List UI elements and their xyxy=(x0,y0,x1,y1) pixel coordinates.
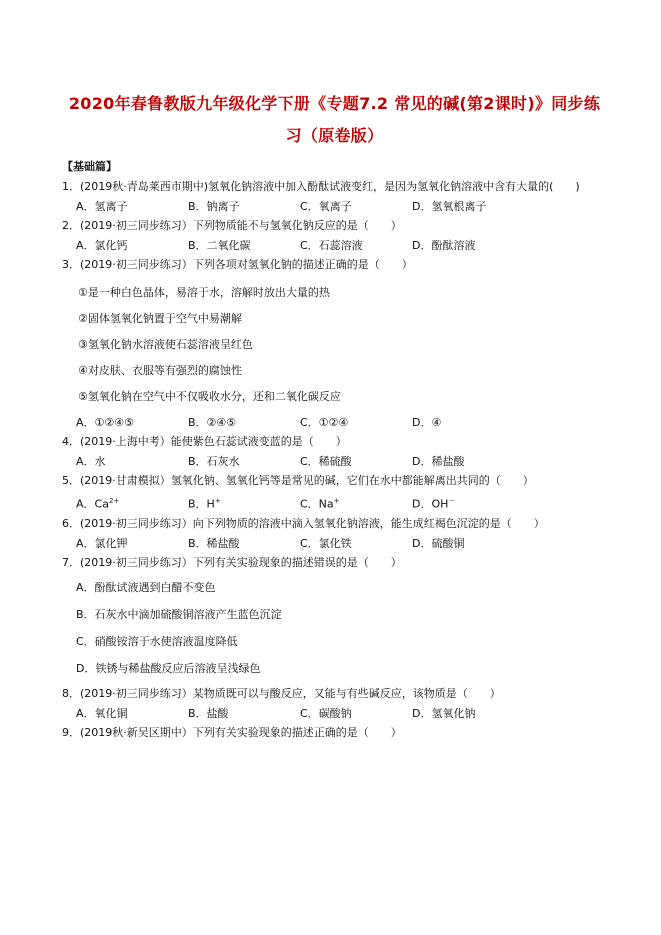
option-b xyxy=(188,494,300,512)
option-b: B．稀盐酸 xyxy=(188,536,240,550)
question-stem: 4．(2019·上海中考）能使紫色石蕊试液变蓝的是（ ） xyxy=(62,435,347,448)
question-3 xyxy=(62,258,607,430)
options-row xyxy=(76,455,607,469)
option-b: B．盐酸 xyxy=(188,706,229,720)
option-d: D．铁锈与稀盐酸反应后溶液呈浅绿色 xyxy=(76,661,261,675)
option-a: A．酚酞试液遇到白醋不变色 xyxy=(76,580,216,594)
option-c: C．稀硫酸 xyxy=(300,455,352,468)
statement-5: ⑤氢氧化钠在空气中不仅吸收水分，还和二氧化碳反应 xyxy=(78,390,341,403)
question-stem: 5．(2019·甘肃模拟）氢氧化钠、氢氧化钙等是常见的碱，它们在水中都能解离出共同的（ ） xyxy=(62,474,534,487)
option-b: B．石灰水中滴加硫酸铜溶液产生蓝色沉淀 xyxy=(76,607,282,621)
document-title: 2020年春鲁教版九年级化学下册《专题7.2 常见的碱(第2课时)》同步练习（原卷版） xyxy=(68,94,601,145)
option-d: D．④ xyxy=(412,416,442,429)
option-d xyxy=(412,494,524,512)
question-stem: 2．(2019·初三同步练习）下列物质能不与氢氧化钠反应的是（ ） xyxy=(62,219,402,232)
options-row xyxy=(76,239,607,253)
option-c: C．碳酸钠 xyxy=(300,706,352,720)
options-row xyxy=(76,416,607,430)
option-b: B．二氧化碳 xyxy=(188,239,251,252)
question-stem: 8．(2019·初三同步练习）某物质既可以与酸反应，又能与有些碱反应，该物质是（ ） xyxy=(62,686,501,700)
option-b: B．②④⑤ xyxy=(188,416,237,429)
option-d: D．氢氧化钠 xyxy=(412,706,476,720)
option-a xyxy=(76,494,188,512)
option-d: D．氢氧根离子 xyxy=(412,200,487,213)
question-9 xyxy=(62,726,607,740)
option-a: A．氢离子 xyxy=(76,200,128,213)
option-a: A．氧化铜 xyxy=(76,706,128,720)
statement-2: ②固体氢氧化钠置于空气中易潮解 xyxy=(78,312,242,325)
option-a: A．水 xyxy=(76,455,106,468)
ion-charge: + xyxy=(333,497,340,505)
option-text: D．OH xyxy=(412,497,449,511)
question-stem: 1．(2019秋·青岛莱西市期中)氢氧化钠溶液中加入酚酞试液变红，是因为氢氧化钠溶液中含有大量的( ) xyxy=(62,180,580,193)
option-text: C．Na xyxy=(300,497,334,511)
question-6 xyxy=(62,517,607,551)
option-c: C．石蕊溶液 xyxy=(300,239,363,252)
option-text: A．Ca xyxy=(76,497,109,511)
question-7 xyxy=(62,556,607,682)
question-stem: 7．(2019·初三同步练习）下列有关实验现象的描述错误的是（ ） xyxy=(62,555,402,569)
option-b: B．石灰水 xyxy=(188,455,240,468)
option-c: C．硝酸铵溶于水使溶液温度降低 xyxy=(76,634,238,648)
ion-charge: 2+ xyxy=(108,497,120,505)
option-d: D．酚酞溶液 xyxy=(412,239,476,252)
ion-charge: － xyxy=(448,497,456,505)
option-a: A．氯化钾 xyxy=(76,536,128,550)
option-c xyxy=(300,494,412,512)
options-row xyxy=(76,537,607,551)
question-8 xyxy=(62,687,607,721)
section-heading: 【基础篇】 xyxy=(62,160,117,173)
question-stem: 3．(2019·初三同步练习）下列各项对氢氧化钠的描述正确的是（ ） xyxy=(62,258,413,271)
option-a: A．氯化钙 xyxy=(76,239,128,252)
statement-1: ①是一种白色晶体，易溶于水，溶解时放出大量的热 xyxy=(78,286,330,299)
option-c: C．氧离子 xyxy=(300,200,352,213)
ion-charge: + xyxy=(214,497,221,505)
options-row xyxy=(76,494,607,512)
option-b: B．钠离子 xyxy=(188,200,240,213)
statement-3: ③氢氧化钠水溶液使石蕊溶液呈红色 xyxy=(78,338,253,351)
option-d: D．硫酸铜 xyxy=(412,536,465,550)
statement-list xyxy=(78,280,607,410)
question-2 xyxy=(62,219,607,253)
option-a: A．①②④⑤ xyxy=(76,416,134,429)
option-d: D．稀盐酸 xyxy=(412,455,465,468)
option-c: C．氯化铁 xyxy=(300,536,352,550)
question-stem: 6．(2019·初三同步练习）向下列物质的溶液中滴入氢氧化钠溶液，能生成红褐色沉淀的是（ ） xyxy=(62,516,545,530)
options-row xyxy=(76,707,607,721)
question-4 xyxy=(62,435,607,469)
option-c: C．①②④ xyxy=(300,416,349,429)
question-stem: 9．(2019秋·新吴区期中）下列有关实验现象的描述正确的是（ ） xyxy=(62,725,402,739)
question-5 xyxy=(62,474,607,512)
statement-4: ④对皮肤、衣服等有强烈的腐蚀性 xyxy=(78,364,242,377)
options-row xyxy=(76,200,607,214)
question-1 xyxy=(62,180,607,214)
options-column xyxy=(76,574,607,682)
option-text: B．H xyxy=(188,497,215,511)
